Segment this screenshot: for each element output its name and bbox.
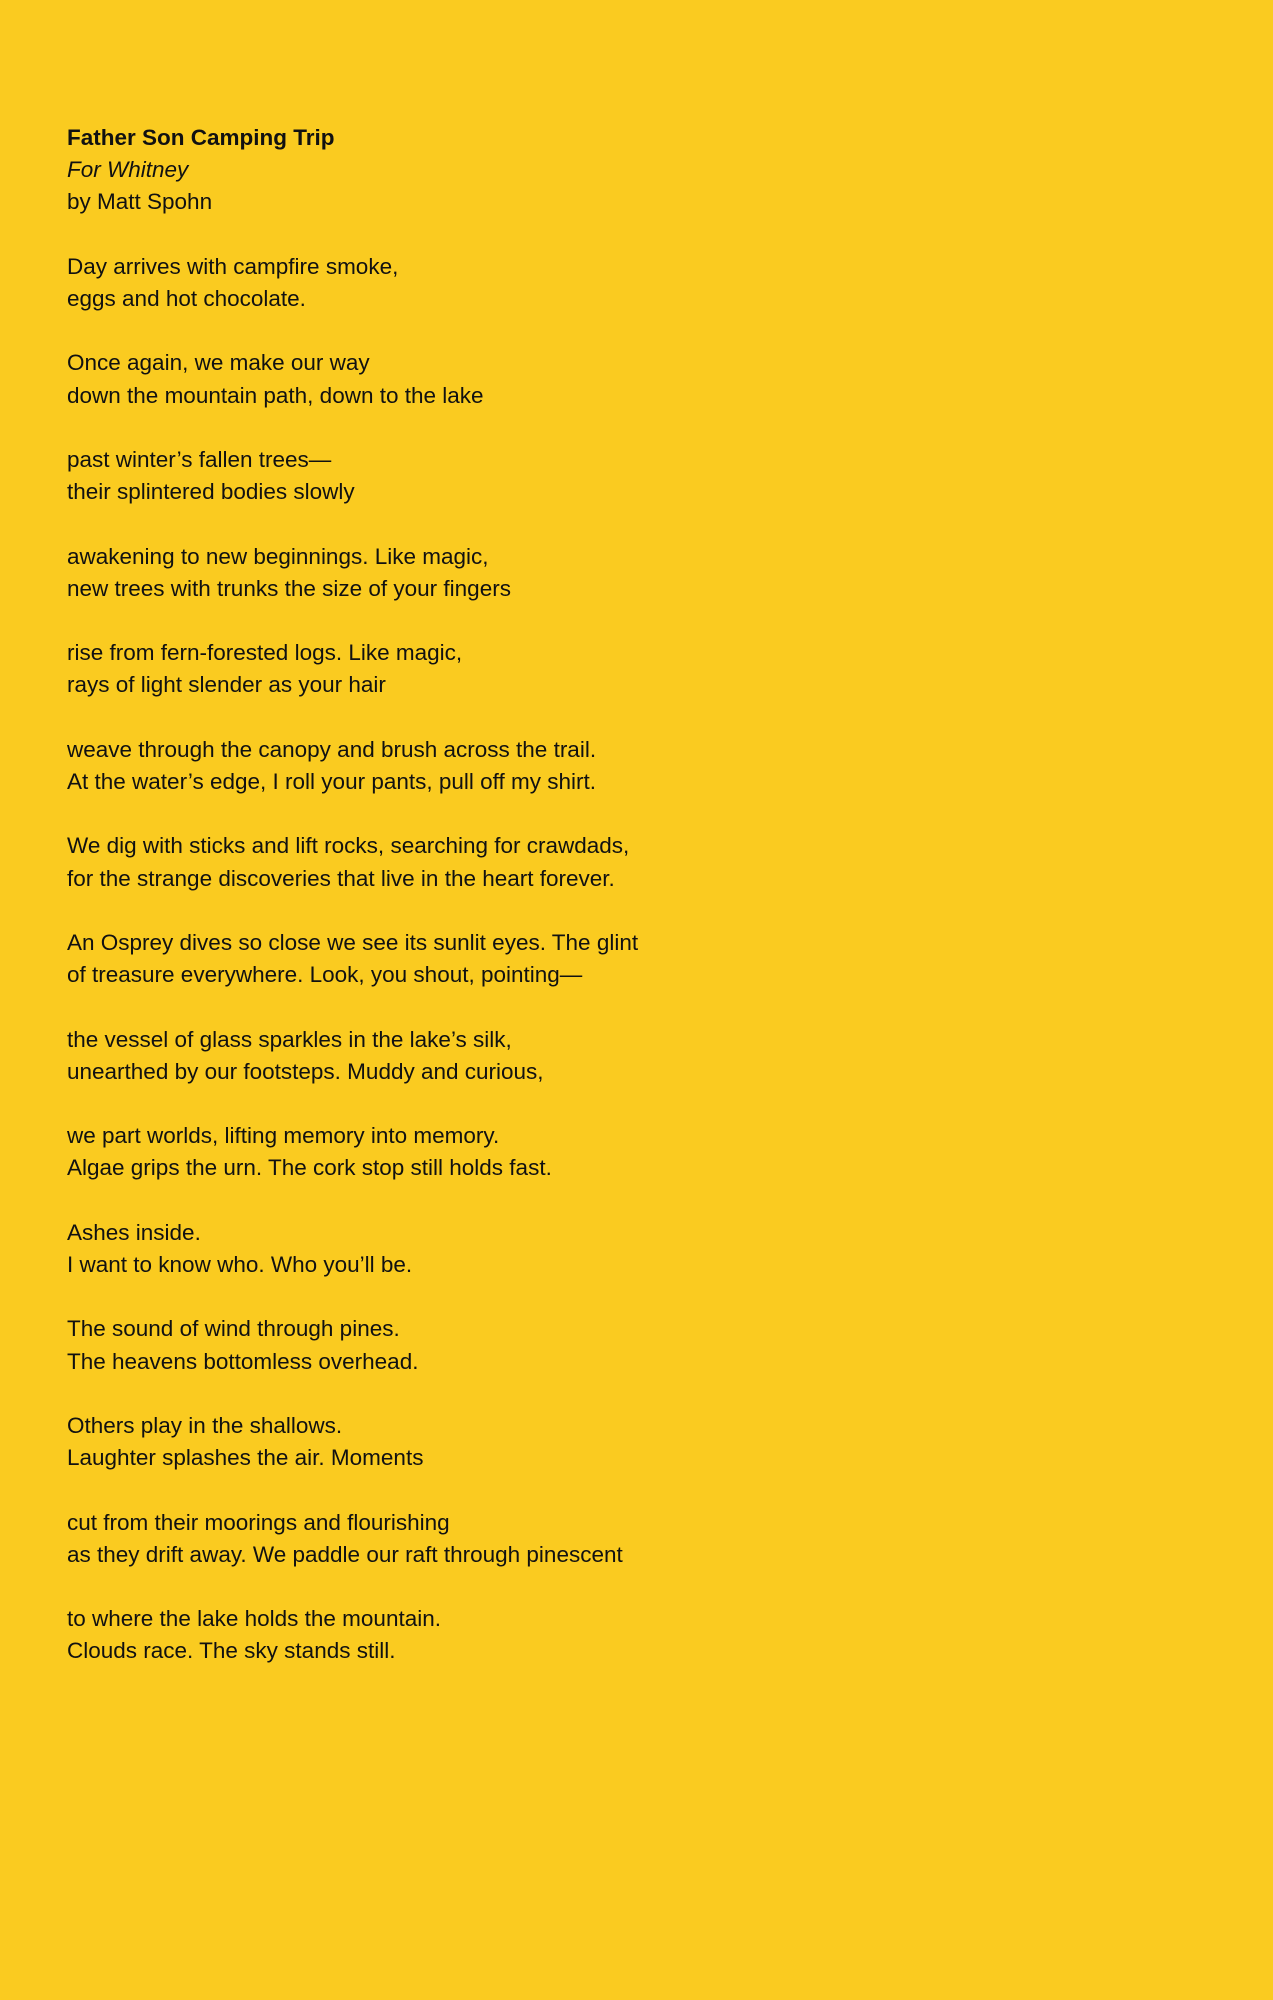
poem-line: rise from fern-forested logs. Like magic,	[67, 640, 463, 666]
poem-line: unearthed by our footsteps. Muddy and curious,	[67, 1058, 544, 1084]
poem-line: Others play in the shallows.	[67, 1412, 343, 1438]
poem-line: we part worlds, lifting memory into memory.	[67, 1123, 500, 1149]
poem-line: cut from their moorings and flourishing	[67, 1509, 450, 1535]
stanza-break	[67, 895, 1207, 927]
stanza-break	[67, 991, 1207, 1023]
poem-line: Once again, we make our way	[67, 350, 370, 376]
stanza	[67, 541, 1207, 605]
poem-line: their splintered bodies slowly	[67, 479, 355, 505]
stanza	[67, 347, 1207, 411]
poem-line: for the strange discoveries that live in the heart forever.	[67, 865, 615, 891]
poem-body	[67, 219, 1207, 1668]
poem-line: new trees with trunks the size of your fingers	[67, 575, 511, 601]
poem-line: Laughter splashes the air. Moments	[67, 1445, 424, 1471]
poem-line: We dig with sticks and lift rocks, searching for crawdads,	[67, 833, 630, 859]
stanza-break	[67, 1185, 1207, 1217]
poem-line: to where the lake holds the mountain.	[67, 1606, 441, 1632]
stanza	[67, 1507, 1207, 1571]
stanza	[67, 251, 1207, 315]
poem-line: as they drift away. We paddle our raft through pinescent	[67, 1541, 623, 1567]
poem-line: Ashes inside.	[67, 1219, 201, 1245]
stanza-break	[67, 1474, 1207, 1506]
stanza	[67, 637, 1207, 701]
poem-line: eggs and hot chocolate.	[67, 286, 306, 311]
stanza-break	[67, 508, 1207, 540]
poem-line: At the water’s edge, I roll your pants, pull off my shirt.	[67, 768, 597, 794]
stanza-break	[67, 1281, 1207, 1313]
stanza	[67, 1024, 1207, 1088]
stanza-break	[67, 1088, 1207, 1120]
stanza	[67, 1120, 1207, 1184]
stanza	[67, 1603, 1207, 1667]
poem-line: weave through the canopy and brush across the trail.	[67, 736, 597, 762]
poem-line: down the mountain path, down to the lake	[67, 382, 484, 408]
poem-line: The heavens bottomless overhead.	[67, 1348, 419, 1374]
poem-line: I want to know who. Who you’ll be.	[67, 1251, 413, 1277]
poem-line: the vessel of glass sparkles in the lake’s silk,	[67, 1026, 512, 1052]
stanza-break	[67, 702, 1207, 734]
stanza	[67, 444, 1207, 508]
stanza-break	[67, 605, 1207, 637]
poem-line: past winter’s fallen trees—	[67, 446, 332, 472]
stanza	[67, 1313, 1207, 1377]
stanza-break	[67, 315, 1207, 347]
poem-line: The sound of wind through pines.	[67, 1316, 400, 1342]
stanza-break	[67, 412, 1207, 444]
stanza	[67, 927, 1207, 991]
stanza	[67, 1217, 1207, 1281]
stanza	[67, 830, 1207, 894]
poem-line: rays of light slender as your hair	[67, 672, 386, 698]
stanza	[67, 734, 1207, 798]
stanza-break	[67, 798, 1207, 830]
poem-byline: by Matt Spohn	[67, 189, 213, 215]
stanza-break	[67, 219, 1207, 251]
poem-line: An Osprey dives so close we see its sunlit eyes. The glint	[67, 929, 639, 955]
stanza-break	[67, 1571, 1207, 1603]
poem-line: Algae grips the urn. The cork stop still holds fast.	[67, 1155, 552, 1181]
stanza	[67, 1410, 1207, 1474]
poem-line: Clouds race. The sky stands still.	[67, 1638, 396, 1664]
poem	[67, 122, 1207, 1668]
poem-title: Father Son Camping Trip	[67, 125, 335, 150]
stanza-break	[67, 1378, 1207, 1410]
poem-line: awakening to new beginnings. Like magic,	[67, 543, 489, 569]
poem-dedication: For Whitney	[67, 157, 189, 183]
poem-line: Day arrives with campfire smoke,	[67, 253, 399, 279]
poem-line: of treasure everywhere. Look, you shout, pointing—	[67, 962, 583, 988]
